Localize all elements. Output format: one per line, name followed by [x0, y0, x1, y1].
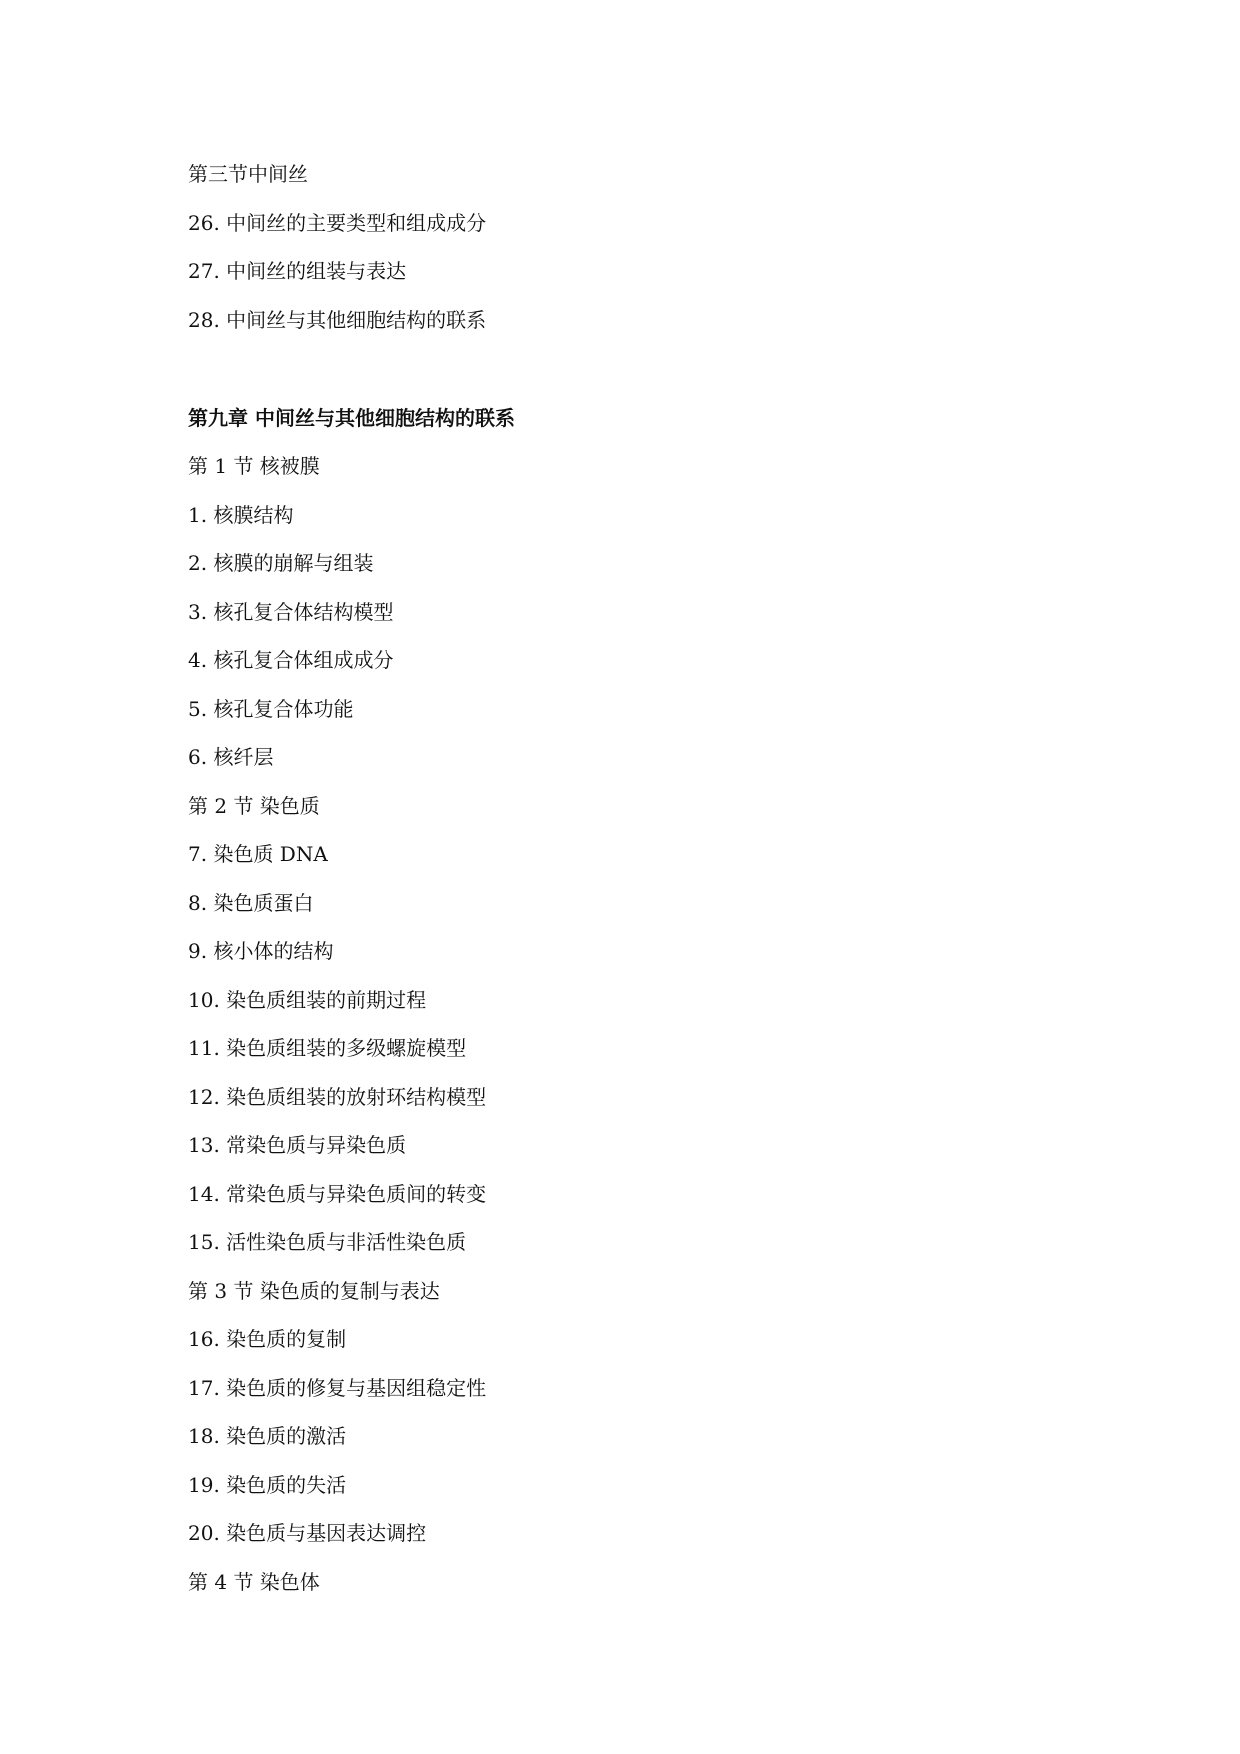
list-item: 28. 中间丝与其他细胞结构的联系 — [188, 308, 487, 332]
list-item: 3. 核孔复合体结构模型 — [188, 600, 394, 624]
list-item: 2. 核膜的崩解与组装 — [188, 551, 374, 575]
section-heading: 第 1 节 核被膜 — [188, 454, 320, 478]
list-item: 14. 常染色质与异染色质间的转变 — [188, 1182, 487, 1206]
list-item: 19. 染色质的失活 — [188, 1473, 347, 1497]
list-item: 12. 染色质组装的放射环结构模型 — [188, 1085, 487, 1109]
list-item: 11. 染色质组装的多级螺旋模型 — [188, 1036, 467, 1060]
list-item: 1. 核膜结构 — [188, 503, 294, 527]
list-item: 5. 核孔复合体功能 — [188, 697, 354, 721]
list-item: 16. 染色质的复制 — [188, 1327, 347, 1351]
list-item: 15. 活性染色质与非活性染色质 — [188, 1230, 467, 1254]
list-item: 10. 染色质组装的前期过程 — [188, 988, 427, 1012]
section-heading: 第 2 节 染色质 — [188, 794, 320, 818]
section-heading: 第 4 节 染色体 — [188, 1570, 320, 1594]
list-item: 9. 核小体的结构 — [188, 939, 334, 963]
list-item: 27. 中间丝的组装与表达 — [188, 259, 407, 283]
list-item: 26. 中间丝的主要类型和组成成分 — [188, 211, 487, 235]
list-item: 13. 常染色质与异染色质 — [188, 1133, 407, 1157]
list-item: 17. 染色质的修复与基因组稳定性 — [188, 1376, 487, 1400]
section-heading: 第 3 节 染色质的复制与表达 — [188, 1279, 440, 1303]
list-item: 4. 核孔复合体组成成分 — [188, 648, 394, 672]
list-item: 20. 染色质与基因表达调控 — [188, 1521, 427, 1545]
list-item: 7. 染色质 DNA — [188, 842, 328, 866]
list-item: 6. 核纤层 — [188, 745, 274, 769]
chapter-heading: 第九章 中间丝与其他细胞结构的联系 — [188, 406, 515, 430]
list-item: 8. 染色质蛋白 — [188, 891, 314, 915]
section-heading: 第三节中间丝 — [188, 162, 308, 186]
list-item: 18. 染色质的激活 — [188, 1424, 347, 1448]
